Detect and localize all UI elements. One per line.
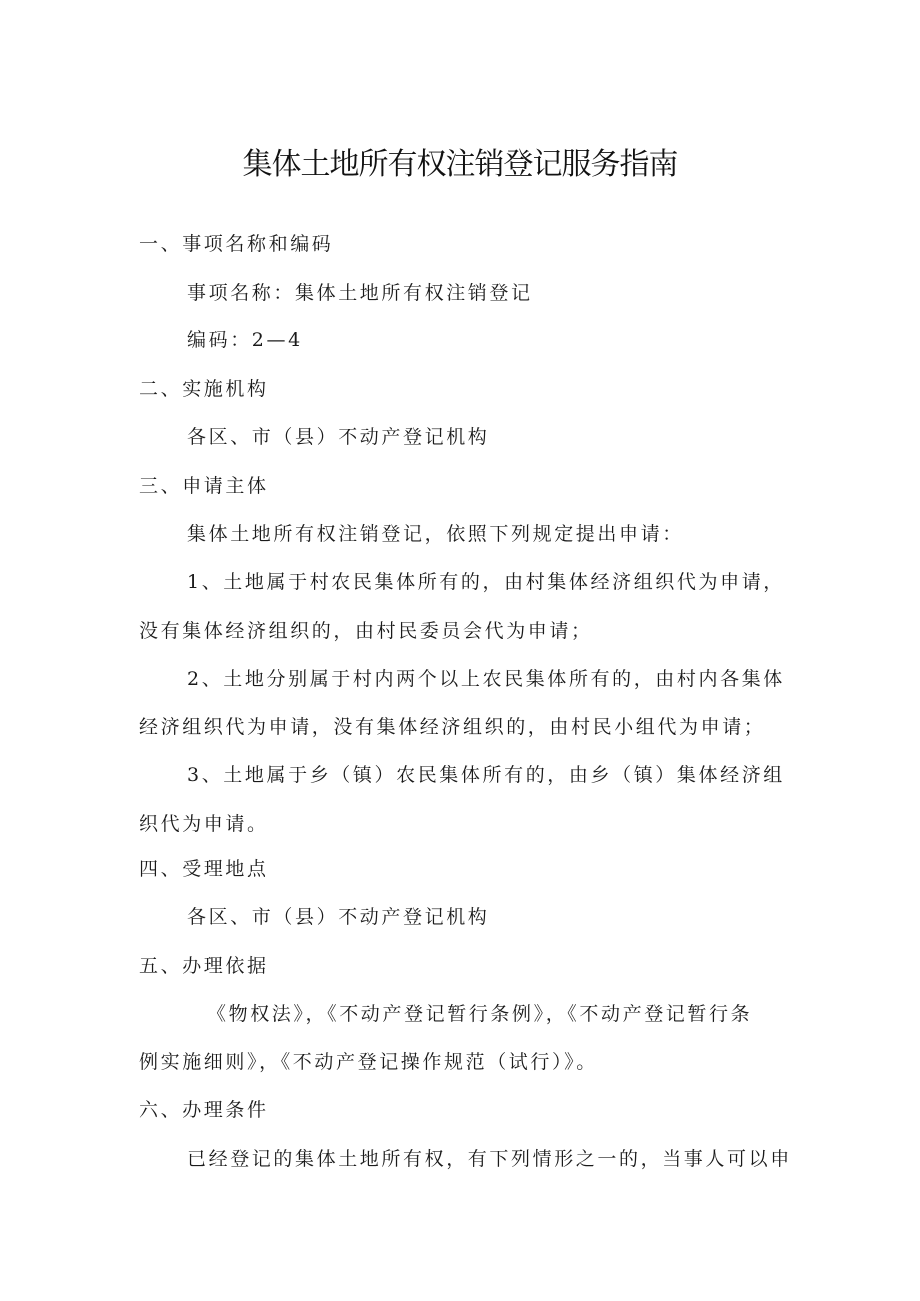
document-title: 集体土地所有权注销登记服务指南 [242, 147, 678, 182]
implementing-agency: 各区、市（县）不动产登记机构 [187, 426, 490, 448]
legal-basis-line-2: 例实施细则》，《不动产登记操作规范（试行）》。 [139, 1051, 598, 1073]
acceptance-location: 各区、市（县）不动产登记机构 [187, 906, 490, 928]
applicant-rule-2-line-2: 经济组织代为申请，没有集体经济组织的，由村民小组代为申请； [139, 716, 766, 738]
applicant-intro: 集体土地所有权注销登记，依照下列规定提出申请： [187, 523, 684, 545]
item-code-line: 编码：2—4 [187, 329, 303, 351]
item-name-line: 事项名称：集体土地所有权注销登记 [187, 282, 533, 304]
applicant-rule-2-line-1: 2、土地分别属于村内两个以上农民集体所有的，由村内各集体 [187, 668, 785, 690]
section-heading-1: 一、事项名称和编码 [139, 233, 334, 255]
applicant-rule-1-line-1: 1、土地属于村农民集体所有的，由村集体经济组织代为申请， [187, 571, 785, 593]
section-heading-2: 二、实施机构 [139, 378, 269, 400]
legal-basis-line-1: 《物权法》，《不动产登记暂行条例》，《不动产登记暂行条 [207, 1003, 753, 1025]
conditions-line-1: 已经登记的集体土地所有权，有下列情形之一的，当事人可以申 [187, 1148, 792, 1170]
section-heading-3: 三、申请主体 [139, 475, 269, 497]
section-heading-5: 五、办理依据 [139, 955, 269, 977]
applicant-rule-3-line-1: 3、土地属于乡（镇）农民集体所有的，由乡（镇）集体经济组 [187, 764, 785, 786]
applicant-rule-1-line-2: 没有集体经济组织的，由村民委员会代为申请； [139, 620, 593, 642]
section-heading-4: 四、受理地点 [139, 858, 269, 880]
section-heading-6: 六、办理条件 [139, 1099, 269, 1121]
applicant-rule-3-line-2: 织代为申请。 [139, 813, 269, 835]
